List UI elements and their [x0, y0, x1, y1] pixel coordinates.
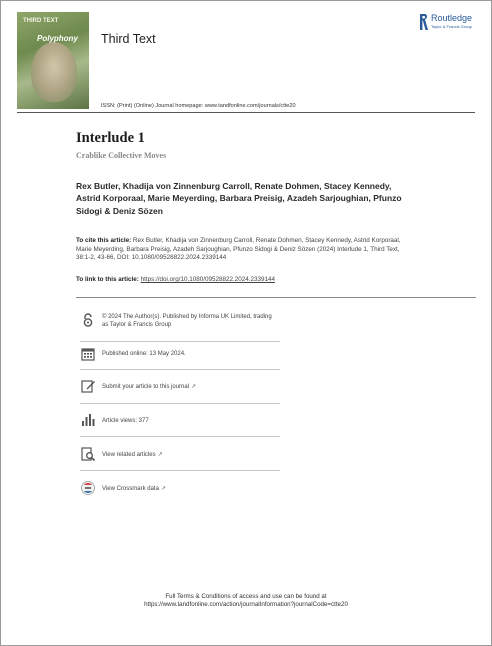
article-title: Interlude 1 [76, 130, 145, 146]
terms-url[interactable]: https://www.tandfonline.com/action/journalInformation?journalCode=ctte20 [144, 601, 348, 609]
crossmark-label: View Crossmark data [102, 486, 159, 492]
external-link-icon: ↗ [157, 452, 163, 458]
article-subtitle: Crablike Collective Moves [76, 151, 167, 160]
cover-subtitle: Polyphony [37, 34, 78, 43]
terms-footer [0, 593, 492, 610]
header-divider [17, 112, 475, 113]
crossmark-icon [80, 480, 96, 496]
submit-article-link[interactable] [102, 384, 272, 392]
info-divider [80, 369, 280, 370]
license-text: © 2024 The Author(s). Published by Informa UK Limited, trading as Taylor & Francis Group [102, 314, 272, 328]
citation-text: Rex Butler, Khadija von Zinnenburg Carroll, Renate Dohmen, Stacey Kennedy, Astrid Korporaal, Marie Meyerding, Barbara Preisig, Azadeh Sarjoughian, Pfunzo Sidogi & Deniz Sözen (2024) Interlude 1, Third Text, 38:1-2, 43-66, DOI: 10.1080/09528822.2024.2339144 [76, 237, 401, 262]
published-date: Published online: 13 May 2024. [102, 351, 186, 357]
article-doi-link[interactable]: https://doi.org/10.1080/09528822.2024.2339144 [140, 276, 276, 283]
bar-chart-icon [80, 412, 96, 428]
journal-name[interactable]: Third Text [101, 32, 156, 46]
journal-cover-image[interactable] [17, 12, 89, 109]
article-views: Article views: 377 [102, 418, 149, 424]
publisher-subtitle: Taylor & Francis Group [431, 24, 472, 29]
calendar-icon [80, 346, 96, 362]
link-label: To link to this article: [76, 276, 139, 283]
info-divider [80, 436, 280, 437]
issn-line: ISSN: (Print) (Online) Journal homepage: www.tandfonline.com/journals/ctte20 [101, 103, 296, 109]
external-link-icon: ↗ [191, 384, 197, 390]
related-articles-label: View related articles [102, 452, 156, 458]
submit-article-label: Submit your article to this journal [102, 384, 190, 390]
related-search-icon [80, 446, 96, 462]
meta-divider [76, 297, 476, 298]
edit-icon [80, 378, 96, 394]
external-link-icon: ↗ [160, 486, 166, 492]
cover-title: THIRD TEXT [23, 18, 59, 24]
open-access-icon [80, 312, 96, 328]
info-divider [80, 470, 280, 471]
citation-label: To cite this article: [76, 237, 132, 244]
related-articles-link[interactable] [102, 452, 272, 460]
cover-face-artwork [31, 42, 77, 102]
article-authors: Rex Butler, Khadija von Zinnenburg Carroll, Renate Dohmen, Stacey Kennedy, Astrid Korporaal, Marie Meyerding, Barbara Preisig, Azadeh Sarjoughian, Pfunzo Sidogi & Deniz Sözen [76, 181, 402, 216]
terms-line: Full Terms & Conditions of access and use can be found at [165, 593, 327, 600]
article-link-block [76, 276, 275, 283]
citation-block [76, 237, 406, 263]
crossmark-link[interactable] [102, 486, 272, 494]
routledge-r-icon [419, 13, 429, 31]
info-divider [80, 403, 280, 404]
routledge-logo[interactable] [419, 11, 479, 35]
info-divider [80, 341, 280, 342]
publisher-name: Routledge [431, 13, 473, 23]
